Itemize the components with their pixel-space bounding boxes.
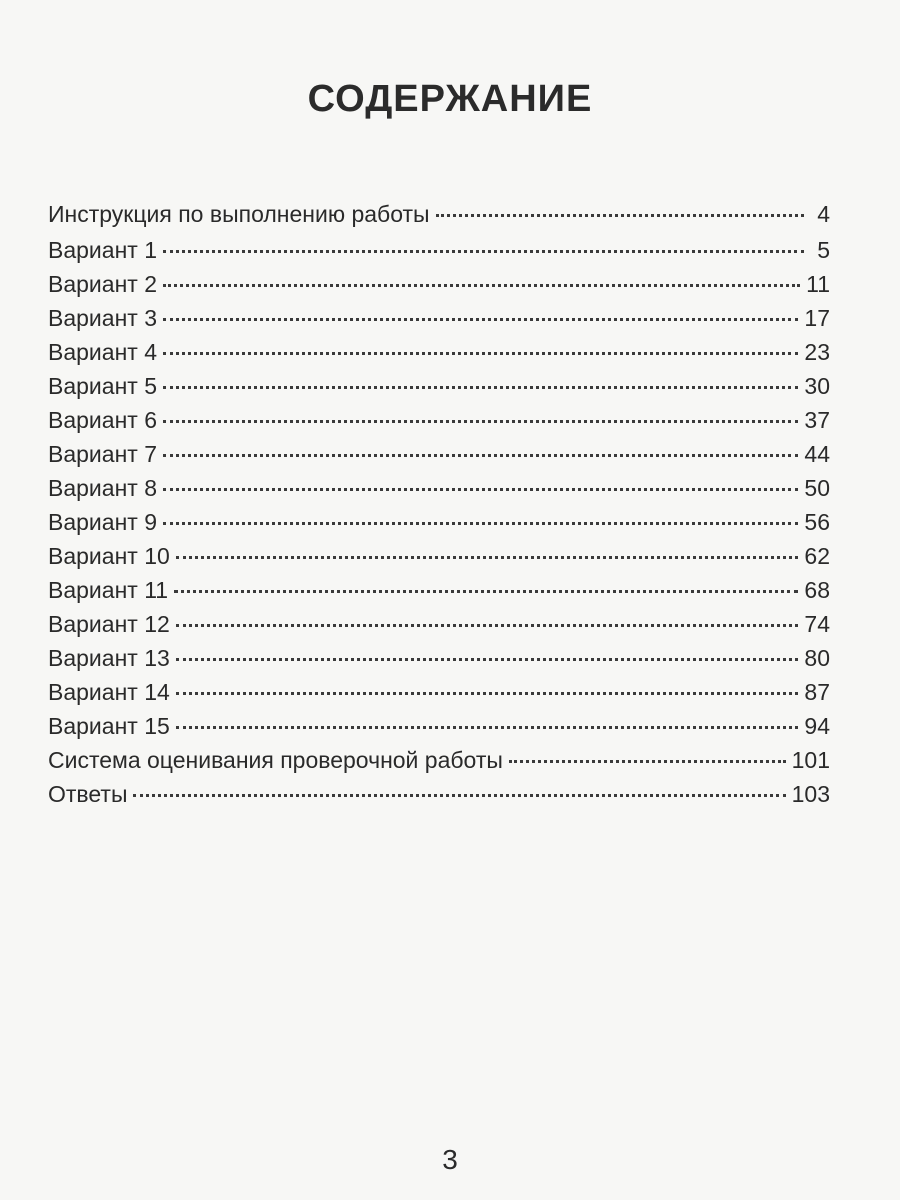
- toc-entry-label: Вариант 12: [48, 611, 170, 637]
- toc-leader-dots: [174, 590, 798, 593]
- toc-entry-page: 23: [804, 339, 830, 365]
- toc-entry-label: Вариант 13: [48, 645, 170, 671]
- toc-leader-dots: [163, 488, 798, 491]
- toc-entry-label: Вариант 15: [48, 713, 170, 739]
- toc-entry-page: 37: [804, 407, 830, 433]
- toc-entry: [48, 267, 830, 301]
- toc-entry-page: 87: [804, 679, 830, 705]
- toc-entry: [48, 777, 830, 811]
- toc-leader-dots: [176, 726, 799, 729]
- toc-entry-page: 30: [804, 373, 830, 399]
- table-of-contents: [48, 197, 830, 811]
- toc-entry-page: 103: [791, 781, 830, 807]
- toc-entry-page: 101: [791, 747, 830, 773]
- toc-entry: [48, 675, 830, 709]
- toc-entry-page: 44: [804, 441, 830, 467]
- toc-leader-dots: [163, 284, 800, 287]
- page-number: 3: [442, 1144, 458, 1175]
- toc-entry-label: Инструкция по выполнению работы: [48, 201, 430, 227]
- page-title: СОДЕРЖАНИЕ: [307, 78, 593, 120]
- toc-entry-page: 56: [804, 509, 830, 535]
- toc-entry-label: Вариант 2: [48, 271, 157, 297]
- toc-entry: [48, 641, 830, 675]
- toc-leader-dots: [163, 386, 798, 389]
- toc-entry-label: Вариант 8: [48, 475, 157, 501]
- toc-entry-page: 50: [804, 475, 830, 501]
- toc-entry-page: 68: [804, 577, 830, 603]
- toc-entry-label: Система оценивания проверочной работы: [48, 747, 503, 773]
- toc-entry-label: Ответы: [48, 781, 128, 807]
- toc-entry-label: Вариант 14: [48, 679, 170, 705]
- toc-entry-page: 80: [804, 645, 830, 671]
- toc-entry: [48, 743, 830, 777]
- toc-leader-dots: [163, 420, 798, 423]
- toc-entry-label: Вариант 7: [48, 441, 157, 467]
- toc-leader-dots: [163, 250, 804, 253]
- toc-leader-dots: [133, 794, 785, 797]
- toc-leader-dots: [176, 624, 799, 627]
- toc-entry-page: 74: [804, 611, 830, 637]
- toc-entry-page: 94: [804, 713, 830, 739]
- toc-leader-dots: [163, 522, 798, 525]
- toc-entry-page: 62: [804, 543, 830, 569]
- toc-entry-label: Вариант 4: [48, 339, 157, 365]
- toc-entry: [48, 709, 830, 743]
- toc-entry-label: Вариант 1: [48, 237, 157, 263]
- toc-entry: [48, 471, 830, 505]
- toc-entry: [48, 197, 830, 233]
- toc-entry: [48, 573, 830, 607]
- toc-leader-dots: [163, 352, 798, 355]
- toc-entry: [48, 505, 830, 539]
- toc-entry-page: 17: [804, 305, 830, 331]
- toc-entry: [48, 369, 830, 403]
- toc-entry-label: Вариант 10: [48, 543, 170, 569]
- toc-entry-label: Вариант 9: [48, 509, 157, 535]
- toc-entry: [48, 335, 830, 369]
- toc-leader-dots: [176, 658, 799, 661]
- toc-leader-dots: [509, 760, 786, 763]
- toc-entry: [48, 539, 830, 573]
- toc-leader-dots: [163, 454, 798, 457]
- toc-entry-label: Вариант 5: [48, 373, 157, 399]
- toc-entry-label: Вариант 3: [48, 305, 157, 331]
- toc-entry-page: 11: [806, 271, 830, 297]
- toc-entry: [48, 403, 830, 437]
- toc-entry: [48, 233, 830, 267]
- toc-entry-label: Вариант 6: [48, 407, 157, 433]
- toc-leader-dots: [176, 692, 799, 695]
- toc-entry-label: Вариант 11: [48, 577, 169, 603]
- toc-leader-dots: [176, 556, 799, 559]
- toc-entry: [48, 607, 830, 641]
- toc-entry: [48, 437, 830, 471]
- toc-leader-dots: [436, 214, 804, 217]
- toc-leader-dots: [163, 318, 798, 321]
- toc-entry-page: 4: [817, 201, 830, 227]
- toc-entry-page: 5: [817, 237, 830, 263]
- toc-entry: [48, 301, 830, 335]
